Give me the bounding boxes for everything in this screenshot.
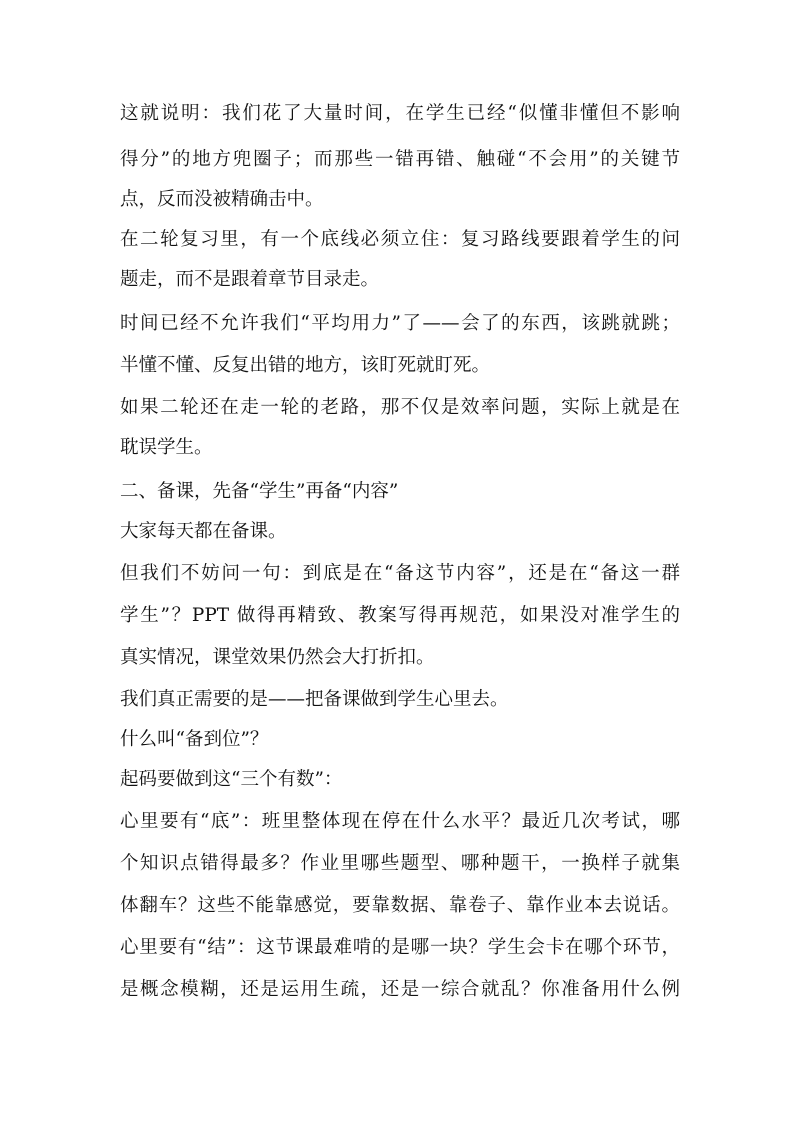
text-line: 但我们不妨问一句：到底是在“备这节内容”，还是在“备这一群 bbox=[120, 563, 680, 584]
text-line: 得分”的地方兜圈子；而那些一错再错、触碰“不会用”的关键节 bbox=[120, 149, 680, 170]
text-line: 是概念模糊，还是运用生疏，还是一综合就乱？你准备用什么例 bbox=[120, 979, 680, 1000]
text-line: 学生”？PPT 做得再精致、教案写得再规范，如果没对准学生的 bbox=[120, 605, 680, 626]
text-line: 大家每天都在备课。 bbox=[120, 521, 287, 542]
text-line: 个知识点错得最多？作业里哪些题型、哪种题干，一换样子就集 bbox=[120, 853, 680, 874]
text-line: 体翻车？这些不能靠感觉，要靠数据、靠卷子、靠作业本去说话。 bbox=[120, 895, 680, 916]
text-line: 点，反而没被精确击中。 bbox=[120, 189, 324, 210]
text-line: 心里要有“底”：班里整体现在停在什么水平？最近几次考试，哪 bbox=[120, 811, 680, 832]
text-line: 这就说明：我们花了大量时间，在学生已经“似懂非懂但不影响 bbox=[120, 103, 680, 124]
section-heading: 二、备课，先备“学生”再备“内容” bbox=[120, 481, 399, 502]
text-line: 在二轮复习里，有一个底线必须立住：复习路线要跟着学生的问 bbox=[120, 229, 680, 250]
text-line: 半懂不懂、反复出错的地方，该盯死就盯死。 bbox=[120, 355, 491, 376]
text-line: 起码要做到这“三个有数”： bbox=[120, 769, 343, 790]
text-line: 心里要有“结”：这节课最难啃的是哪一块？学生会卡在哪个环节， bbox=[120, 937, 680, 958]
text-line: 如果二轮还在走一轮的老路，那不仅是效率问题，实际上就是在 bbox=[120, 397, 680, 418]
text-line: 时间已经不允许我们“平均用力”了——会了的东西，该跳就跳； bbox=[120, 313, 680, 334]
text-line: 我们真正需要的是——把备课做到学生心里去。 bbox=[120, 689, 509, 710]
text-line: 什么叫“备到位”？ bbox=[120, 729, 269, 750]
text-line: 真实情况，课堂效果仍然会大打折扣。 bbox=[120, 647, 435, 668]
text-line: 耽误学生。 bbox=[120, 437, 213, 458]
text-line: 题走，而不是跟着章节目录走。 bbox=[120, 269, 380, 290]
